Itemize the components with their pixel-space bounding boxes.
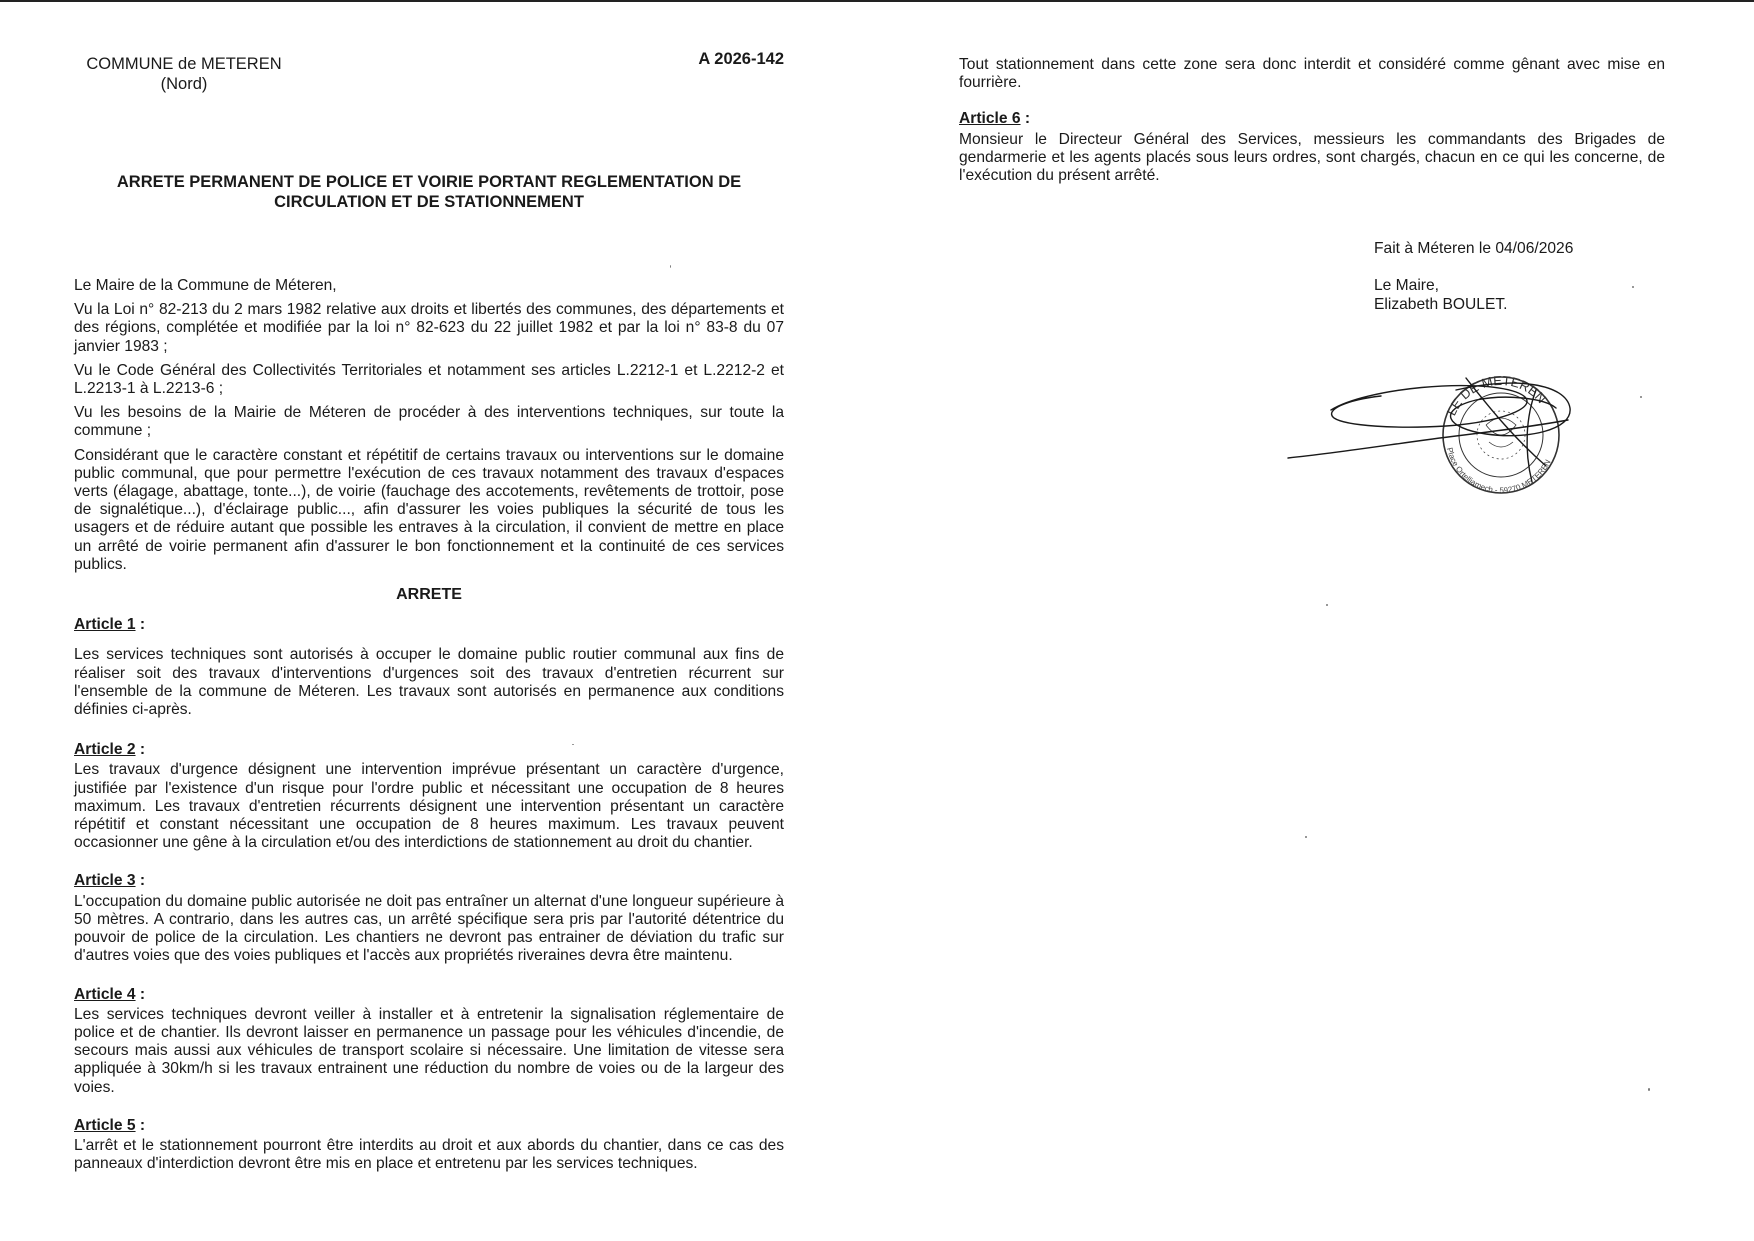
article-3-text: L'occupation du domaine public autorisée ne doit pas entraîner un alternat d'une longueur supérieure à 50 mètres. A contrario, dans les autres cas, un arrêté spécifique sera pris par l'autorité détentrice du pouvoir de police de la circulation. Les chantiers ne devront pas entrainer de déviation du trafic sur d'autres voies que des voies publiques et l'accès aux propriétés riveraines devra être maintenu. — [74, 892, 784, 965]
scan-top-edge — [0, 0, 1754, 2]
article-3-suffix: : — [135, 872, 146, 890]
decision-heading: ARRETE — [396, 586, 462, 604]
article-6-text: Monsieur le Directeur Général des Services, messieurs les commandants des Brigades de gendarmerie et les agents placés sous leurs ordres, sont chargés, chacun en ce qui les concerne, de l'exécution du présent arrêté. — [959, 130, 1665, 185]
preamble-cgct: Vu le Code Général des Collectivités Territoriales et notamment ses articles L.2212-1 et L.2212-2 et L.2213-1 à L.2213-6 ; — [74, 361, 784, 398]
scan-speck — [1326, 604, 1328, 606]
article-5-continuation: Tout stationnement dans cette zone sera donc interdit et considéré comme gênant avec mise en fourrière. — [959, 56, 1665, 92]
decree-title — [74, 172, 784, 212]
signature-name: Elizabeth BOULET. — [1374, 296, 1508, 313]
mayor-seal-and-signature — [1286, 370, 1606, 520]
article-4-label: Article 4 — [74, 985, 136, 1003]
article-4-text: Les services techniques devront veiller à installer et à entretenir la signalisation réglementaire de police et de chantier. Ils devront laisser en permanence un passage pour les véhicules d'incendie, de secours mais aussi aux véhicules de transport scolaire si nécessaire. Une limitation de vitesse sera appliquée à 30km/h si les travaux entrainent une réduction du nombre de voies ou de la largeur des voies. — [74, 1005, 784, 1096]
decree-title-line1: ARRETE PERMANENT DE POLICE ET VOIRIE PORTANT REGLEMENTATION DE — [116, 173, 742, 191]
article-1-title — [74, 616, 784, 634]
preamble-needs: Vu les besoins de la Mairie de Méteren de procéder à des interventions techniques, sur toute la commune ; — [74, 404, 784, 440]
commune-header — [74, 54, 294, 94]
article-4-suffix: : — [135, 985, 146, 1003]
article-5-title — [74, 1117, 784, 1135]
article-2-suffix: : — [135, 741, 146, 759]
article-5-suffix: : — [135, 1116, 146, 1134]
signature-place-date: Fait à Méteren le 04/06/2026 — [1374, 240, 1574, 257]
scan-speck — [1648, 1088, 1650, 1091]
article-6-suffix: : — [1020, 110, 1031, 128]
seal-bottom-text: Place Ortelliamech - 59270 METEREN — [1444, 446, 1553, 495]
article-1-suffix: : — [135, 616, 146, 634]
article-6-label: Article 6 — [959, 110, 1021, 128]
article-2-text: Les travaux d'urgence désignent une intervention imprévue présentant un caractère d'urgence, justifiée par l'existence d'un risque pour l'ordre public et nécessitant une occupation de 8 heures maximum. Les travaux d'entretien récurrents désignent une intervention présentant un caractère répétitif et constant nécessitant une occupation de 8 heures maximum. Les travaux peuvent occasionner une gêne à la circulation et/ou des interdictions de stationnement au droit du chantier. — [74, 761, 784, 852]
scan-speck — [572, 744, 574, 745]
article-1-label: Article 1 — [74, 616, 136, 634]
scan-speck — [1305, 836, 1307, 838]
signature-role: Le Maire, — [1374, 277, 1440, 294]
decree-reference: A 2026-142 — [698, 50, 784, 68]
scan-speck — [1632, 286, 1634, 288]
article-4-title — [74, 986, 784, 1004]
scan-speck — [1640, 396, 1642, 398]
right-body — [959, 56, 1665, 185]
article-6-title — [959, 110, 1665, 128]
article-2-title — [74, 741, 784, 759]
article-3-label: Article 3 — [74, 872, 136, 890]
decree-body — [74, 277, 784, 1179]
article-5-label: Article 5 — [74, 1116, 136, 1134]
article-2-label: Article 2 — [74, 741, 136, 759]
preamble-mayor: Le Maire de la Commune de Méteren, — [74, 277, 337, 294]
commune-region: (Nord) — [160, 75, 208, 93]
decree-title-line2: CIRCULATION ET DE STATIONNEMENT — [274, 193, 584, 211]
article-5-text: L'arrêt et le stationnement pourront être interdits au droit et aux abords du chantier, dans ce cas des panneaux d'interdiction devront être mis en place et entretenu par les services techniques. — [74, 1136, 784, 1173]
commune-name: COMMUNE de METEREN — [86, 55, 282, 73]
seal-top-text: LE DE METEREN — [1443, 372, 1550, 418]
preamble-law-82-213: Vu la Loi n° 82-213 du 2 mars 1982 relative aux droits et libertés des communes, des départements et des régions, complétée et modifiée par la loi n° 82-623 du 22 juillet 1982 et par la loi n° 83-8 du 07 janvier 1983 ; — [74, 301, 784, 355]
article-3-title — [74, 872, 784, 890]
preamble-considering: Considérant que le caractère constant et répétitif de certains travaux ou interventions sur le domaine public communal, que pour permettre l'exécution de ces travaux notamment des travaux d'espaces verts (élagage, abattage, tonte...), de voirie (fauchage des accotements, revêtements de trottoir, pose de signalétique...), d'éclairage public..., afin d'assurer les voies publiques la sécurité de tous les usagers et de réduire autant que possible les entraves à la circulation, il convient de mettre en place un arrêté de voirie permanent afin d'assurer le bon fonctionnement et la continuité de ces services publics. — [74, 446, 784, 573]
scan-speck — [670, 265, 671, 268]
article-1-text: Les services techniques sont autorisés à occuper le domaine public routier communal aux fins de réaliser soit des travaux d'interventions d'urgences soit des travaux d'entretien récurrent sur l'ensemble de la commune de Méteren. Les travaux sont autorisés en permanence aux conditions définies ci-après. — [74, 646, 784, 719]
